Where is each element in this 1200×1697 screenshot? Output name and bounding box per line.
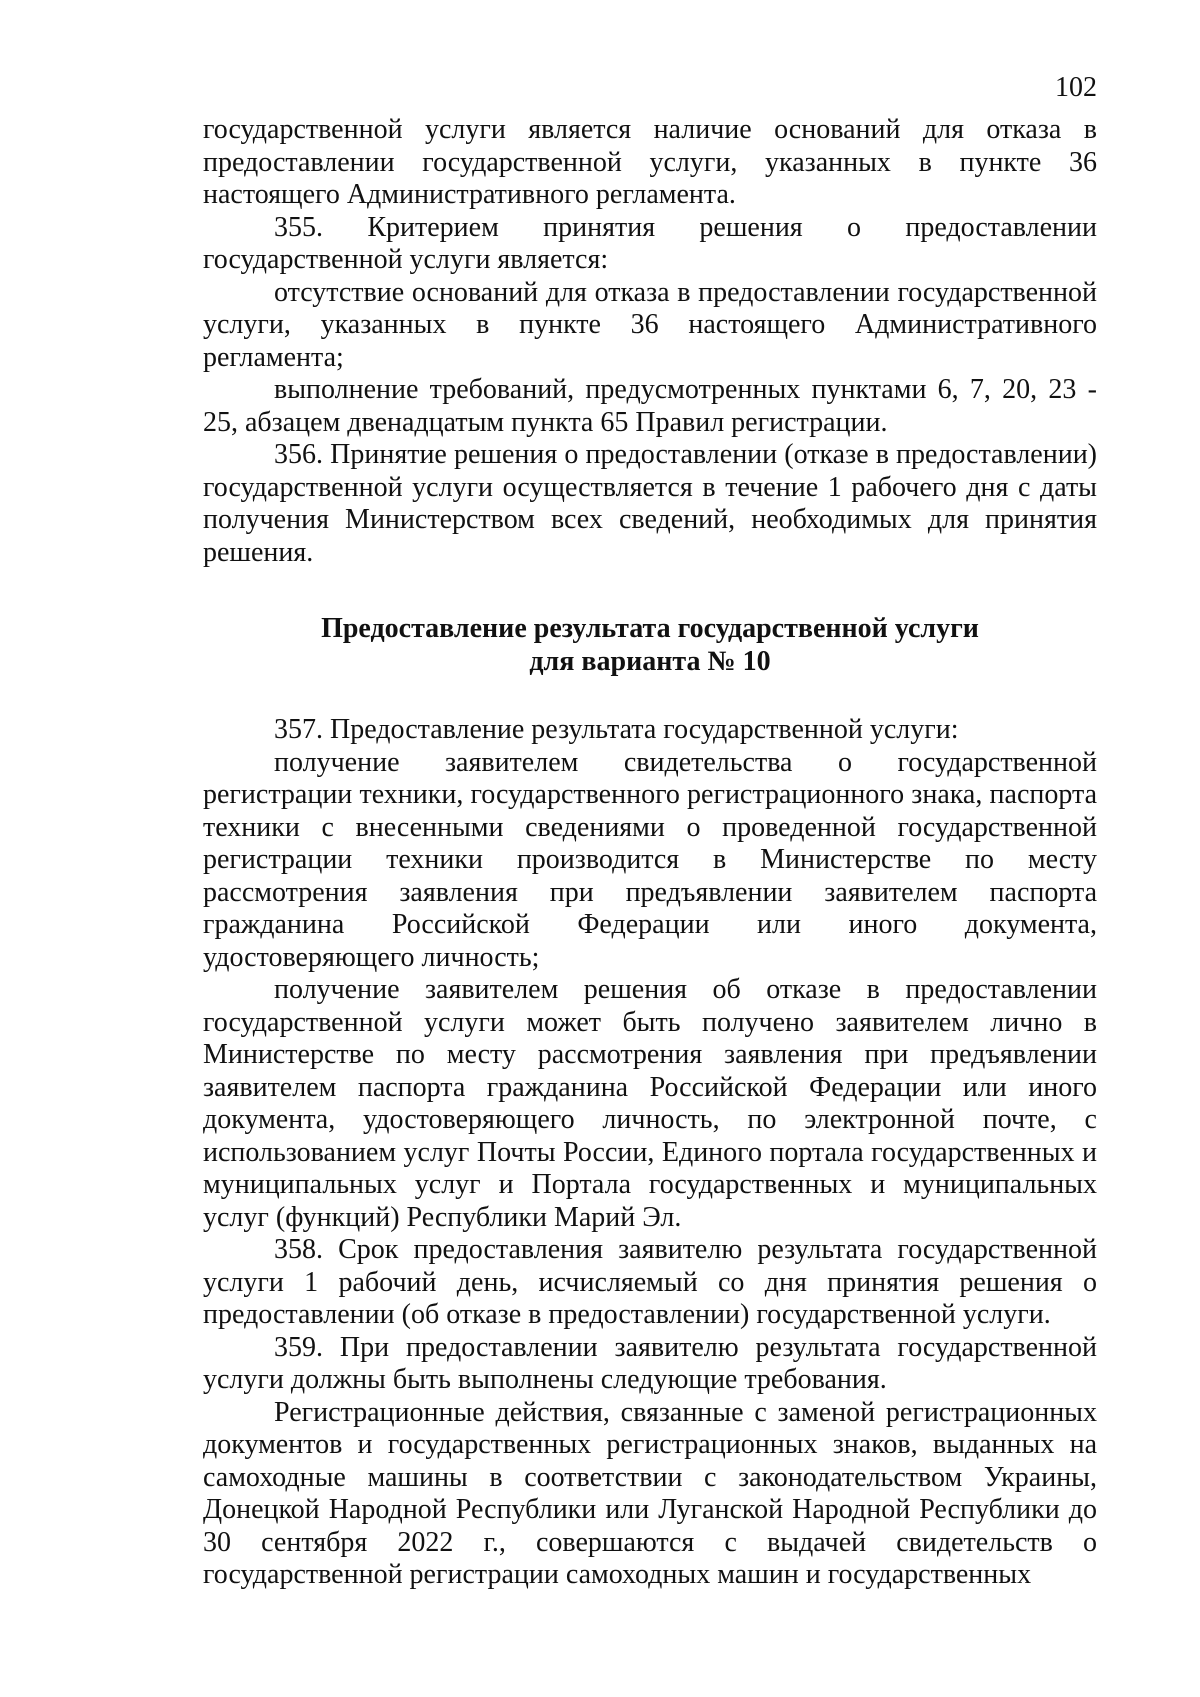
paragraph-356: 356. Принятие решения о предоставлении (отказе в предоставлении) государственной услуги осуществляется в течение 1 рабочего дня с даты получения Министерством всех сведений, необходимых для принятия решения. bbox=[203, 439, 1097, 568]
document-body bbox=[203, 114, 1097, 1592]
paragraph-359: 359. При предоставлении заявителю результата государственной услуги должны быть выполнены следующие требования. bbox=[203, 1331, 1097, 1395]
paragraph-355-item-a: отсутствие оснований для отказа в предоставлении государственной услуги, указанных в пункте 36 настоящего Административного регламента; bbox=[203, 276, 1097, 373]
paragraph-355-item-b: выполнение требований, предусмотренных пунктами 6, 7, 20, 23 - 25, абзацем двенадцатым пункта 65 Правил регистрации. bbox=[203, 374, 1097, 438]
paragraph-358: 358. Срок предоставления заявителю результата государственной услуги 1 рабочий день, исчисляемый со дня принятия решения о предоставлении (об отказе в предоставлении) государственной услуги. bbox=[203, 1234, 1097, 1330]
paragraph-357-item-b: получение заявителем решения об отказе в предоставлении государственной услуги может быть получено заявителем лично в Министерстве по месту рассмотрения заявления при предъявлении заявителем паспорта гражданина Российской Федерации или иного документа, удостоверяющего личность, по электронной почте, с использованием услуг Почты России, Единого портала государственных и муниципальных услуг и Портала государственных и муниципальных услуг (функций) Республики Марий Эл. bbox=[203, 974, 1097, 1233]
section-heading bbox=[203, 613, 1097, 678]
paragraph-359-detail: Регистрационные действия, связанные с заменой регистрационных документов и государственных регистрационных знаков, выданных на самоходные машины в соответствии с законодательством Украины, Донецкой Народной Республики или Луганской Народной Республики до 30 сентября 2022 г., совершаются с выдачей свидетельств о государственной регистрации самоходных машин и государственных bbox=[203, 1396, 1097, 1590]
page-number: 102 bbox=[1055, 72, 1097, 103]
paragraph-357: 357. Предоставление результата государственной услуги: bbox=[274, 714, 959, 745]
paragraph-355: 355. Критерием принятия решения о предоставлении государственной услуги является: bbox=[203, 211, 1097, 275]
paragraph-357-item-a: получение заявителем свидетельства о государственной регистрации техники, государственного регистрационного знака, паспорта техники с внесенными сведениями о проведенной государственной регистрации техники производится в Министерстве по месту рассмотрения заявления при предъявлении заявителем паспорта гражданина Российской Федерации или иного документа, удостоверяющего личность; bbox=[203, 746, 1097, 973]
section-heading-line-2: для варианта № 10 bbox=[529, 645, 771, 677]
paragraph-continuation: государственной услуги является наличие оснований для отказа в предоставлении государственной услуги, указанных в пункте 36 настоящего Административного регламента. bbox=[203, 114, 1097, 210]
section-heading-line-1: Предоставление результата государственной услуги bbox=[321, 613, 979, 644]
